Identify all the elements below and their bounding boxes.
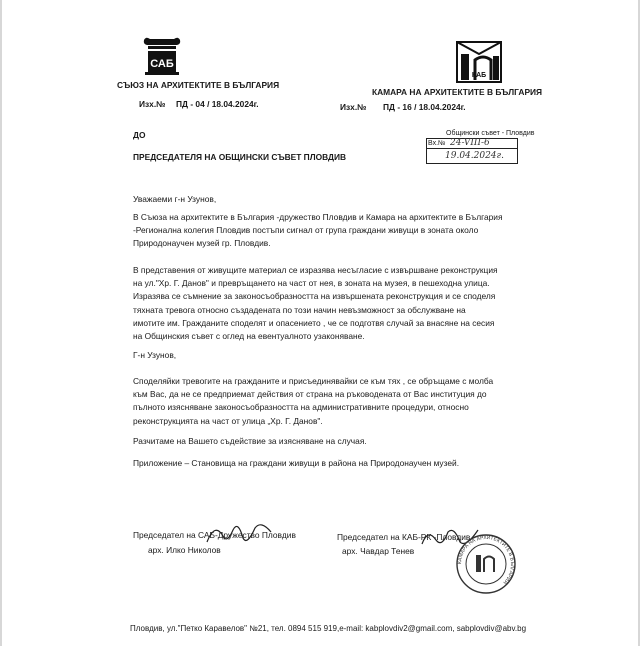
paragraph-line: -Регионална колегия Пловдив постъпи сигнал от група граждани живущи в зоната около: [133, 225, 479, 236]
second-address: Г-н Узунов,: [133, 350, 177, 360]
stamp-divider: [427, 148, 517, 149]
paragraph-line: Изразява се съмнение за законосъобразността на извършената реконструкция и се споделя: [133, 291, 496, 302]
right-signatory-name: арх. Чавдар Тенев: [342, 546, 415, 556]
paragraph-1: [133, 211, 518, 251]
registry-stamp-vh-label: Вх.№: [428, 140, 446, 147]
paragraph-5: Приложение – Становища на граждани живущи в района на Природонаучен музей.: [133, 458, 460, 468]
paragraph-4: Разчитаме на Вашето съдействие за изясняване на случая.: [133, 436, 367, 446]
sab-logo: [140, 36, 184, 76]
left-ref-label: Изх.№: [139, 99, 166, 109]
paragraph-line: пълното изясняване законосъобразността на административните процедури, относно: [133, 402, 469, 413]
paragraph-line: Споделяйки тревогите на гражданите и присъединявайки се към тях , се обръщаме с молба: [133, 376, 494, 386]
paragraph-line: към Вас, да не се предприемат действия от страна на ръководената от Вас институция до: [133, 389, 487, 400]
greeting: Уважаеми г-н Узунов,: [133, 194, 217, 204]
left-signatory-name: арх. Илко Николов: [148, 545, 221, 555]
paragraph-line: В Съюза на архитектите в България -дружество Пловдив и Камара на архитектите в България: [133, 212, 503, 222]
left-signature: [205, 518, 275, 550]
seal-ring-text: КАМАРА НА АРХИТЕКТИТЕ В БЪЛГАРИЯ: [456, 534, 516, 586]
paragraph-line: реконструкцията на част от улица „Хр. Г. Данов".: [133, 415, 323, 426]
addressee-recipient: ПРЕДСЕДАТЕЛЯ НА ОБЩИНСКИ СЪВЕТ ПЛОВДИВ: [133, 152, 347, 162]
left-ref-value: ПД - 04 / 18.04.2024г.: [176, 99, 259, 109]
paragraph-line: на Общинския съвет с оглед на евентуалното узаконяване.: [133, 331, 365, 342]
paragraph-2: [133, 264, 518, 343]
left-signatory-title: Председател на САБ-Дружество Пловдив: [133, 530, 296, 540]
paragraph-line: имотите им. Гражданите споделят и опасението , че се подготвя случай за внасяне на сесия: [133, 317, 495, 328]
addressee-to: ДО: [133, 130, 146, 140]
right-org-name: КАМАРА НА АРХИТЕКТИТЕ В БЪЛГАРИЯ: [372, 87, 543, 97]
left-org-name: СЪЮЗ НА АРХИТЕКТИТЕ В БЪЛГАРИЯ: [117, 80, 280, 90]
registry-stamp-date: 19.04.2024г.: [445, 151, 504, 161]
right-signatory-title: Председател на КАБ-РК -Пловдив: [337, 532, 471, 542]
kab-logo: [455, 40, 503, 84]
right-ref-label: Изх.№: [340, 102, 367, 112]
footer-contacts: Пловдив, ул."Петко Каравелов" №21, тел. 0894 515 919,e-mail: kabplovdiv2@gmail.com, sabplovdiv@abv.bg: [130, 624, 527, 633]
paragraph-line: В представения от живущите материал се изразява несъгласие с извършване реконструкция: [133, 265, 498, 275]
registry-stamp-header: Общински съвет - Пловдив: [446, 130, 535, 137]
page-edge-left: [0, 0, 2, 646]
paragraph-line: Природонаучен музей гр. Пловдив.: [133, 238, 271, 249]
paragraph-line: на ул."Хр. Г. Данов" и превръщането на част от нея, в зоната на музея, в пешеходна улица.: [133, 278, 490, 289]
paragraph-line: тяхната тревога относно създадената по този начин невъзможност за обслужване на: [133, 304, 466, 315]
sab-logo-text: САБ: [150, 58, 174, 70]
kab-logo-text: КАБ: [471, 72, 487, 79]
registry-stamp-vh-number: 24-VIII-6: [450, 138, 490, 148]
paragraph-3: [133, 375, 518, 428]
kab-round-seal: [455, 533, 517, 595]
right-ref-value: ПД - 16 / 18.04.2024г.: [383, 102, 466, 112]
